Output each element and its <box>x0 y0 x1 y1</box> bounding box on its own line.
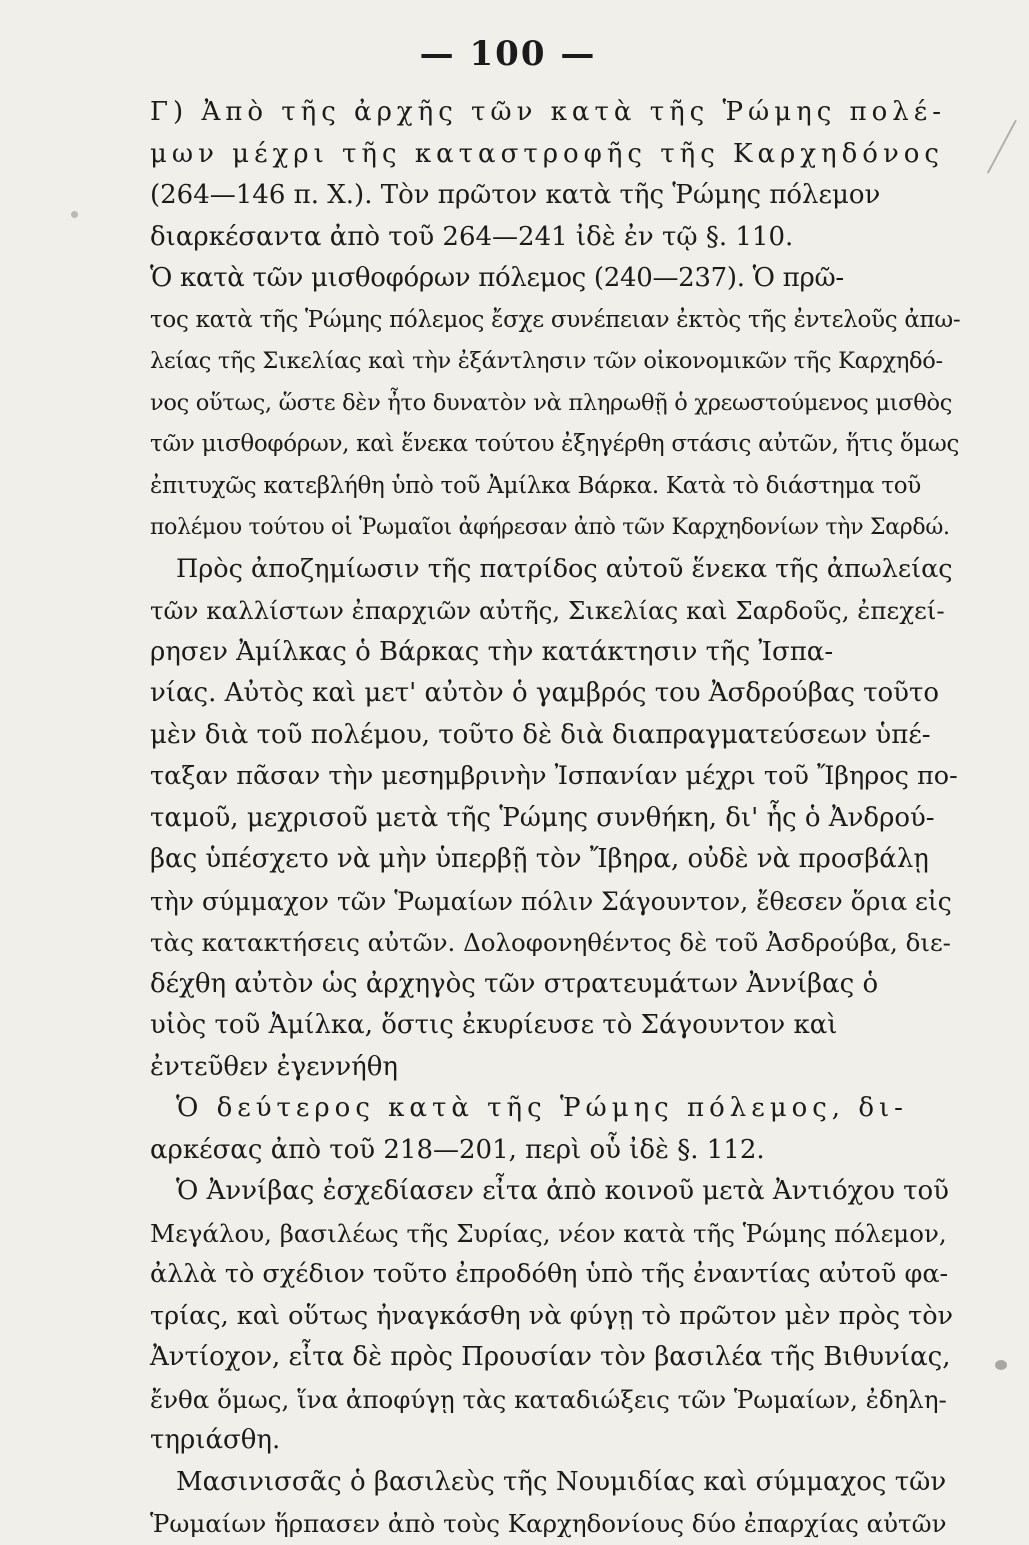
text-line: (264—146 π. Χ.). Τὸν πρῶτον κατὰ τῆς Ῥώμης πόλεμον <box>150 180 881 210</box>
text-line: ἐντεῦθεν ἐγεννήθη <box>150 1051 398 1082</box>
text-line: τος κατὰ τῆς Ῥώμης πόλεμος ἔσχε συνέπειαν ἐκτὸς τῆς ἐντελοῦς ἀπω- <box>150 306 961 333</box>
text-line: λείας τῆς Σικελίας καὶ τὴν ἐξάντλησιν τῶν οἰκονομικῶν τῆς Καρχηδό- <box>150 348 943 374</box>
ink-spot <box>995 1360 1007 1370</box>
text-line: τηριάσθη. <box>150 1425 281 1455</box>
text-line: τῶν μισθοφόρων, καὶ ἕνεκα τούτου ἐξηγέρθη στάσις αὐτῶν, ἥτις ὅμως <box>150 431 960 457</box>
text-line: ἐπιτυχῶς κατεβλήθη ὑπὸ τοῦ Ἀμίλκα Βάρκα. Κατὰ τὸ διάστημα τοῦ <box>150 472 921 499</box>
text-line: τὴν σύμμαχον τῶν Ῥωμαίων πόλιν Σάγουντον, ἔθεσεν ὅρια εἰς <box>150 886 952 916</box>
text-line: Ὁ κατὰ τῶν μισθοφόρων πόλεμος (240—237). Ὁ πρῶ- <box>150 263 844 293</box>
paragraph-spain-conquest <box>150 549 960 1089</box>
text-line: αρκέσας ἀπὸ τοῦ 218—201, περὶ οὗ ἰδὲ §. 112. <box>150 1134 765 1165</box>
text-line: Μεγάλου, βασιλέως τῆς Συρίας, νέον κατὰ τῆς Ῥώμης πόλεμον, <box>150 1218 947 1248</box>
body-text <box>150 92 960 1545</box>
page-number: — 100 — <box>419 34 597 74</box>
text-line: νος οὕτως, ὥστε δὲν ἦτο δυνατὸν νὰ πληρωθῇ ὁ χρεωστούμενος μισθὸς <box>150 389 953 416</box>
paragraph-hannibal <box>150 1171 960 1462</box>
text-line: διαρκέσαντα ἀπὸ τοῦ 264—241 ἰδὲ ἐν τῷ §. 110. <box>150 221 794 252</box>
text-line: μων μέχρι τῆς καταστροφῆς τῆς Καρχηδόνος <box>150 138 944 169</box>
text-line: ταμοῦ, μεχρισοῦ μετὰ τῆς Ῥώμης συνθήκη, δι' ἧς ὁ Ἀνδρού- <box>150 802 935 833</box>
text-line: μὲν διὰ τοῦ πολέμου, τοῦτο δὲ διὰ διαπραγματεύσεων ὑπέ- <box>150 719 931 750</box>
paragraph-masinissa <box>150 1462 960 1545</box>
text-line: ἔνθα ὅμως, ἵνα ἀποφύγῃ τὰς καταδιώξεις τῶν Ῥωμαίων, ἐδηλη- <box>150 1384 947 1414</box>
page-edge-mark <box>987 120 1029 180</box>
text-line: Ἀντίοχον, εἶτα δὲ πρὸς Προυσίαν τὸν βασιλέα τῆς Βιθυνίας, <box>150 1342 951 1372</box>
text-line: τρίας, καὶ οὕτως ἠναγκάσθη νὰ φύγῃ τὸ πρῶτον μὲν πρὸς τὸν <box>150 1300 954 1331</box>
text-line: υἱὸς τοῦ Ἀμίλκα, ὅστις ἐκυρίευσε τὸ Σάγουντον καὶ <box>150 1010 838 1040</box>
ink-spot <box>71 211 78 218</box>
text-line: βας ὑπέσχετο νὰ μὴν ὑπερβῇ τὸν Ἴβηρα, οὐδὲ νὰ προσβάλῃ <box>150 844 929 874</box>
paragraph-section-heading <box>150 92 960 258</box>
paragraph-mercenary-war <box>150 258 960 549</box>
text-line: Ῥωμαίων ἥρπασεν ἀπὸ τοὺς Καρχηδονίους δύο ἐπαρχίας αὐτῶν <box>150 1509 947 1538</box>
text-line: Γ) Ἀπὸ τῆς ἀρχῆς τῶν κατὰ τῆς Ῥώμης πολέ- <box>150 97 946 127</box>
text-line: δέχθη αὐτὸν ὡς ἀρχηγὸς τῶν στρατευμάτων Ἀννίβας ὁ <box>150 968 879 999</box>
text-line: πολέμου τούτου οἱ Ῥωμαῖοι ἀφήρεσαν ἀπὸ τῶν Καρχηδονίων τὴν Σαρδώ. <box>150 515 950 540</box>
text-line: τῶν καλλίστων ἐπαρχιῶν αὐτῆς, Σικελίας καὶ Σαρδοῦς, ἐπεχεί- <box>150 596 945 625</box>
text-line: Ὁ δεύτερος κατὰ τῆς Ῥώμης πόλεμος, δι- <box>176 1093 908 1123</box>
text-line: Ὁ Ἀννίβας ἐσχεδίασεν εἶτα ἀπὸ κοινοῦ μετὰ Ἀντιόχου τοῦ <box>176 1176 949 1206</box>
text-line: Πρὸς ἀποζημίωσιν τῆς πατρίδος αὐτοῦ ἕνεκα τῆς ἀπωλείας <box>176 553 953 584</box>
text-line: Μασινισσᾶς ὁ βασιλεὺς τῆς Νουμιδίας καὶ σύμμαχος τῶν <box>176 1466 947 1497</box>
text-line: νίας. Αὐτὸς καὶ μετ' αὐτὸν ὁ γαμβρός του Ἀσδρούβας τοῦτο <box>150 678 940 708</box>
text-line: τὰς κατακτήσεις αὐτῶν. Δολοφονηθέντος δὲ τοῦ Ἀσδρούβα, διε- <box>150 928 951 957</box>
paragraph-second-war <box>150 1088 960 1171</box>
text-line: ρησεν Ἀμίλκας ὁ Βάρκας τὴν κατάκτησιν τῆς Ἰσπα- <box>150 636 834 667</box>
text-line: ταξαν πᾶσαν τὴν μεσημβρινὴν Ἰσπανίαν μέχρι τοῦ Ἴβηρος πο- <box>150 761 958 791</box>
text-line: ἀλλὰ τὸ σχέδιον τοῦτο ἐπροδόθη ὑπὸ τῆς ἐναντίας αὐτοῦ φα- <box>150 1259 949 1289</box>
